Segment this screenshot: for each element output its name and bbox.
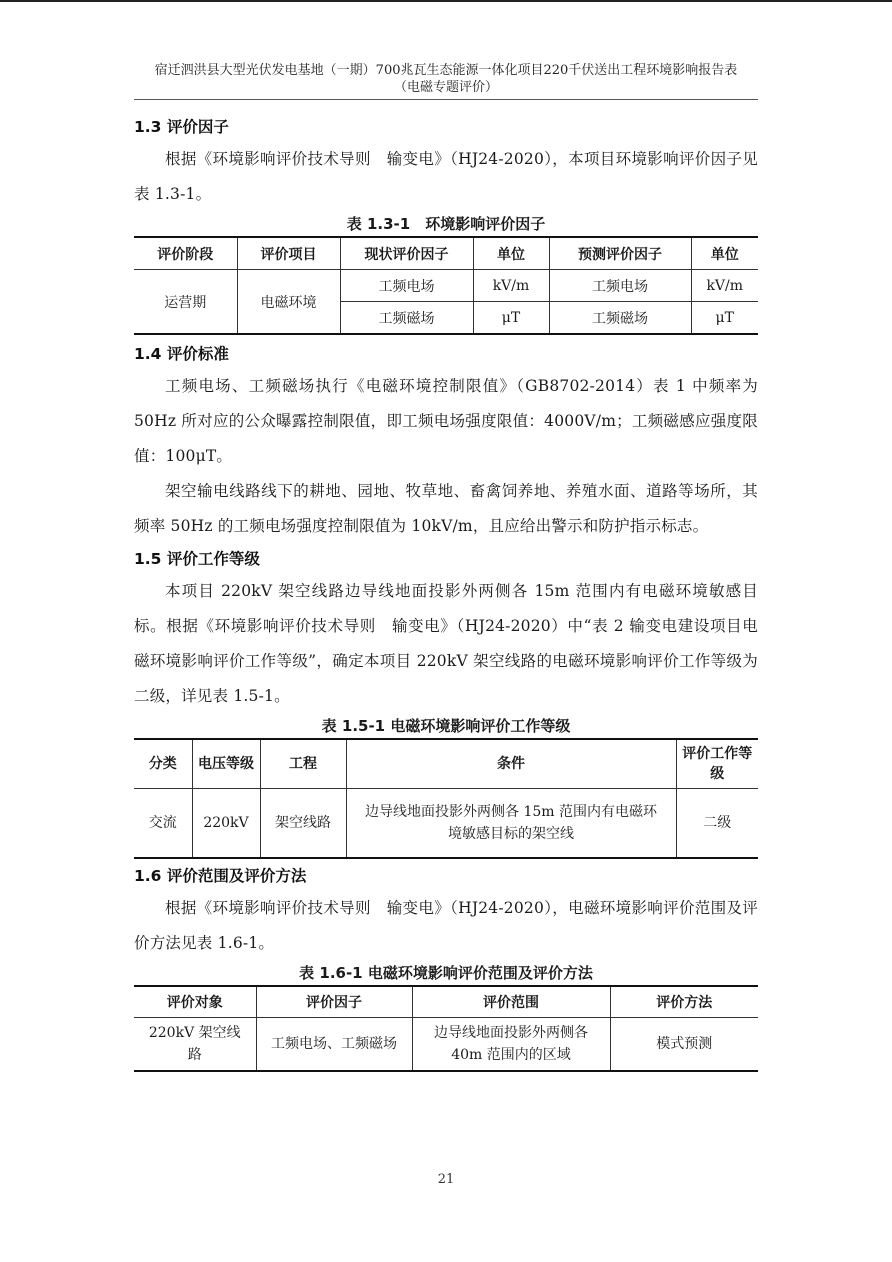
section-1-4-title: 1.4 评价标准: [134, 345, 229, 363]
table-row: [134, 789, 758, 859]
running-header-title: 宿迁泗洪县大型光伏发电基地（一期）700兆瓦生态能源一体化项目220千伏送出工程环境影响报告表: [154, 63, 738, 78]
table-cell: 工频电场: [340, 270, 473, 302]
table-cell: 边导线地面投影外两侧各 15m 范围内有电磁环境敏感目标的架空线: [346, 789, 676, 859]
table-header-cell: 评价项目: [237, 237, 340, 270]
section-1-4-paragraph-1: 工频电场、工频磁场执行《电磁环境控制限值》（GB8702-2014）表 1 中频率为 50Hz 所对应的公众曝露控制限值，即工频电场强度限值：4000V/m；工频磁感应强度限值：100μT。: [134, 377, 758, 465]
table-header-cell: 电压等级: [192, 739, 260, 789]
table-1-5-1-caption: 表 1.5-1 电磁环境影响评价工作等级: [321, 717, 571, 735]
table-cell: μT: [691, 302, 758, 335]
table-header-row: [134, 237, 758, 270]
table-header-cell: 单位: [473, 237, 549, 270]
table-cell: 工频电场: [549, 270, 691, 302]
table-header-cell: 评价因子: [256, 986, 412, 1018]
table-header-cell: 现状评价因子: [340, 237, 473, 270]
table-cell: 工频电场、工频磁场: [256, 1018, 412, 1072]
table-cell: kV/m: [691, 270, 758, 302]
table-header-cell: 条件: [346, 739, 676, 789]
table-row: [134, 1018, 758, 1072]
table-1-3-1-caption: 表 1.3-1 环境影响评价因子: [346, 215, 546, 233]
running-header-subtitle: （电磁专题评价）: [393, 80, 498, 95]
table-cell: 220kV 架空线路: [134, 1018, 256, 1072]
table-header-cell: 评价范围: [412, 986, 610, 1018]
table-header-cell: 预测评价因子: [549, 237, 691, 270]
section-1-3-paragraph: 根据《环境影响评价技术导则 输变电》（HJ24-2020），本项目环境影响评价因子见表 1.3-1。: [134, 150, 758, 203]
section-1-5-paragraph: 本项目 220kV 架空线路边导线地面投影外两侧各 15m 范围内有电磁环境敏感目标。根据《环境影响评价技术导则 输变电》（HJ24-2020）中“表 2 输变电建设项目电磁环境影响评价工作等级”，确定本项目 220kV 架空线路的电磁环境影响评价工作等级为二级，详见表 1.5-1。: [134, 582, 758, 705]
table-cell: 工频磁场: [340, 302, 473, 335]
section-1-4-paragraph-2: 架空输电线路线下的耕地、园地、牧草地、畜禽饲养地、养殖水面、道路等场所，其频率 50Hz 的工频电场强度控制限值为 10kV/m，且应给出警示和防护指示标志。: [134, 482, 758, 535]
table-cell: 交流: [134, 789, 192, 859]
table-1-5-1: [134, 738, 758, 859]
table-cell: 模式预测: [610, 1018, 758, 1072]
table-header-cell: 评价方法: [610, 986, 758, 1018]
section-1-6-title: 1.6 评价范围及评价方法: [134, 867, 307, 885]
table-cell: 220kV: [192, 789, 260, 859]
table-header-cell: 工程: [260, 739, 346, 789]
running-header: [134, 62, 758, 96]
table-header-row: [134, 739, 758, 789]
top-border-line: [0, 0, 892, 2]
table-row: [134, 270, 758, 302]
table-header-cell: 评价阶段: [134, 237, 237, 270]
section-1-5-title: 1.5 评价工作等级: [134, 550, 260, 568]
table-1-6-1: [134, 985, 758, 1072]
header-rule: [134, 99, 758, 100]
table-cell: 架空线路: [260, 789, 346, 859]
table-header-cell: 评价工作等级: [676, 739, 758, 789]
table-cell: μT: [473, 302, 549, 335]
table-cell-item: 电磁环境: [237, 270, 340, 335]
page-number: 21: [437, 1172, 455, 1187]
table-cell: 边导线地面投影外两侧各 40m 范围内的区域: [412, 1018, 610, 1072]
table-cell: kV/m: [473, 270, 549, 302]
table-header-cell: 评价对象: [134, 986, 256, 1018]
section-1-3-title: 1.3 评价因子: [134, 118, 229, 136]
table-header-cell: 单位: [691, 237, 758, 270]
section-1-6-paragraph: 根据《环境影响评价技术导则 输变电》（HJ24-2020），电磁环境影响评价范围及评价方法见表 1.6-1。: [134, 899, 758, 952]
table-header-cell: 分类: [134, 739, 192, 789]
page-content: [134, 112, 758, 1072]
table-cell-stage: 运营期: [134, 270, 237, 335]
table-1-3-1: [134, 236, 758, 335]
table-header-row: [134, 986, 758, 1018]
table-cell: 工频磁场: [549, 302, 691, 335]
table-1-6-1-caption: 表 1.6-1 电磁环境影响评价范围及评价方法: [299, 964, 593, 982]
table-cell: 二级: [676, 789, 758, 859]
